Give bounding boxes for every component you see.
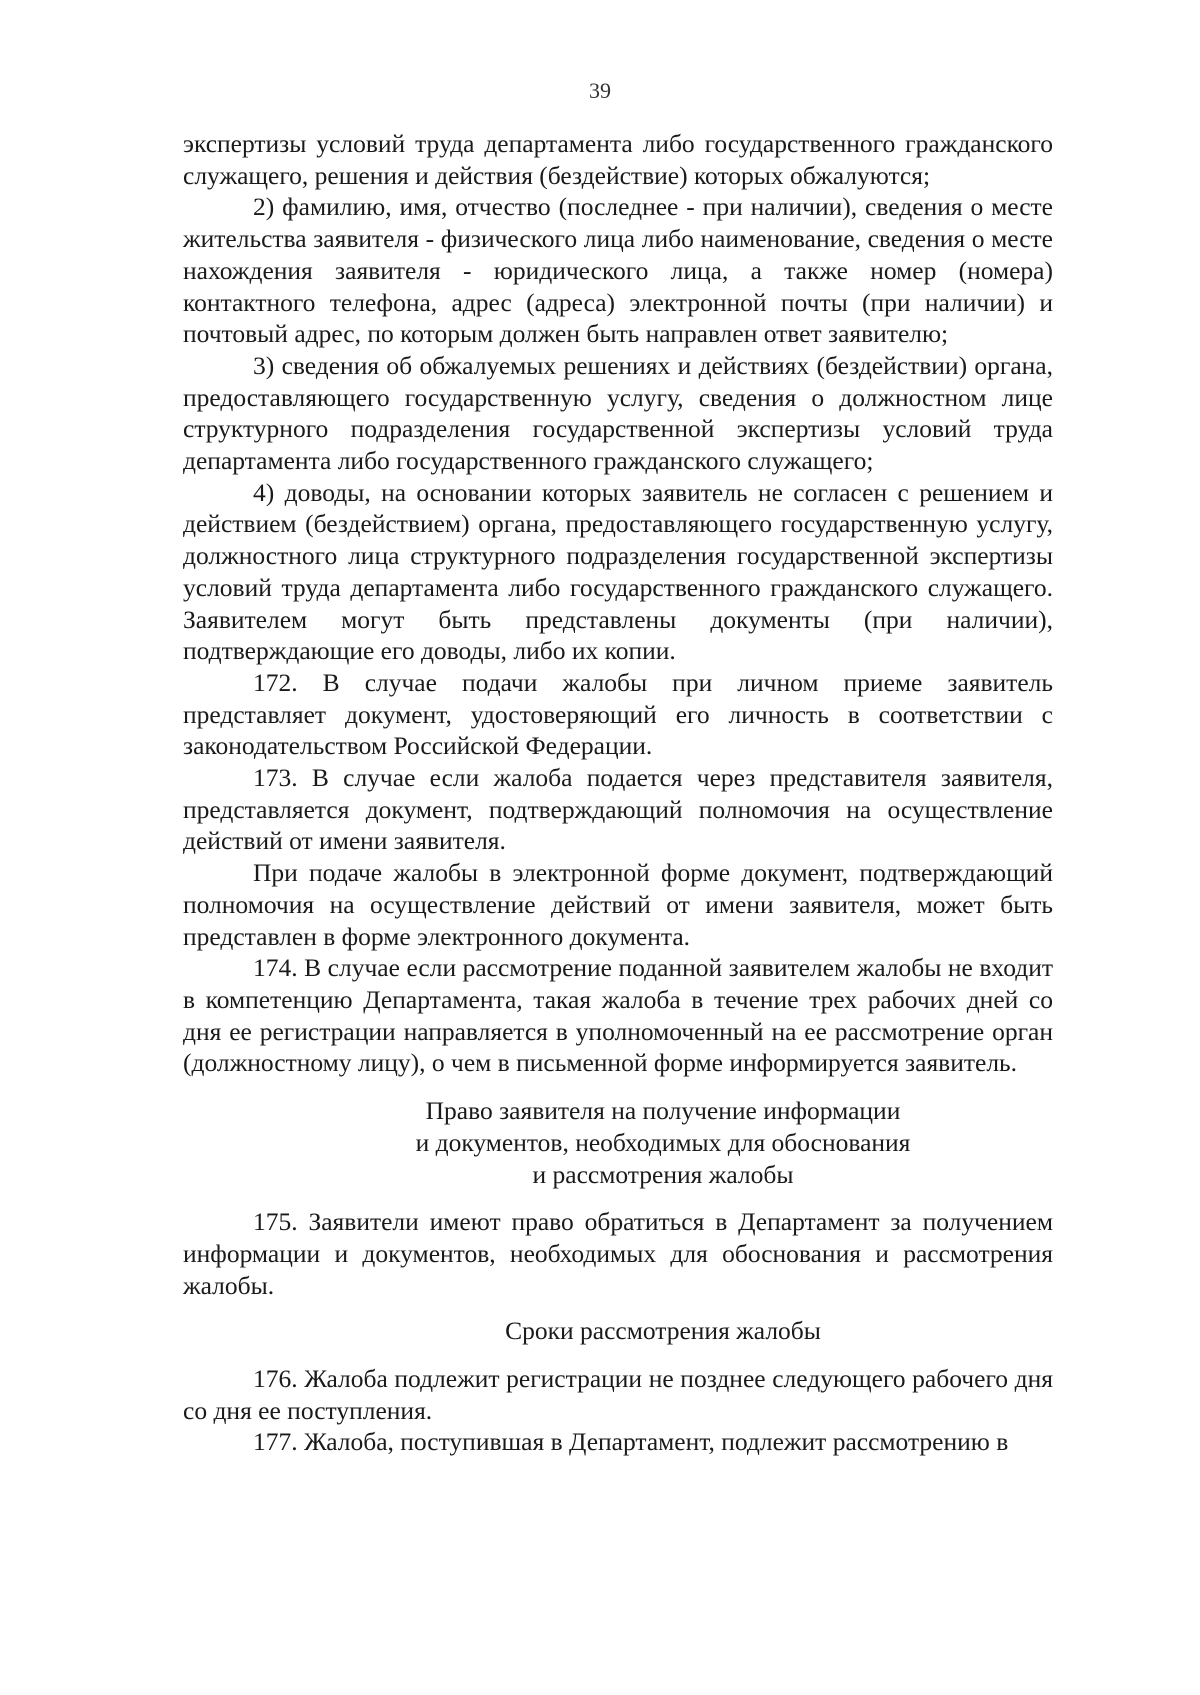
section-heading-review-terms: Сроки рассмотрения жалобы (505, 1316, 821, 1346)
paragraph-172: 172. В случае подачи жалобы при личном приеме заявитель представляет документ, удостоверяющий его личность в соответствии с законодательством Российской Федерации. (183, 667, 1053, 761)
paragraph-176: 176. Жалоба подлежит регистрации не позднее следующего рабочего дня со дня ее поступления. (183, 1364, 1053, 1425)
document-body (183, 128, 1053, 1458)
paragraph-item-2: 2) фамилию, имя, отчество (последнее - при наличии), сведения о месте жительства заявителя - физического лица либо наименование, сведения о месте нахождения заявителя - юридического лица, а также номер (номера) контактного телефона, адрес (адреса) электронной почты (при наличии) и почтовый адрес, по которым должен быть направлен ответ заявителю; (183, 192, 1053, 349)
heading-line: Право заявителя на получение информации (425, 1096, 901, 1126)
page-number: 39 (589, 78, 611, 103)
paragraph-175: 175. Заявители имеют право обратиться в Департамент за получением информации и документов, необходимых для обоснования и рассмотрения жалобы. (183, 1207, 1053, 1300)
paragraph-continuation: экспертизы условий труда департамента либо государственного гражданского служащего, решения и действия (бездействие) которых обжалуются; (183, 129, 1053, 190)
paragraph-electronic-form: При подаче жалобы в электронной форме документ, подтверждающий полномочия на осуществление действий от имени заявителя, может быть представлен в форме электронного документа. (183, 858, 1053, 951)
paragraph-173: 173. В случае если жалоба подается через представителя заявителя, представляется документ, подтверждающий полномочия на осуществление действий от имени заявителя. (183, 763, 1053, 856)
heading-line: и документов, необходимых для обоснования (415, 1127, 911, 1157)
paragraph-177: 177. Жалоба, поступившая в Департамент, подлежит рассмотрению в (253, 1427, 1009, 1457)
paragraph-item-4: 4) доводы, на основании которых заявитель не согласен с решением и действием (бездействием) органа, предоставляющего государственную услугу, должностного лица структурного подразделения государственной экспертизы условий труда департамента либо государственного гражданского служащего. Заявителем могут быть представлены документы (при наличии), подтверждающие его доводы, либо их копии. (183, 477, 1053, 666)
section-heading-right-to-information (183, 1095, 1053, 1190)
paragraph-item-3: 3) сведения об обжалуемых решениях и действиях (бездействии) органа, предоставляющего государственную услугу, сведения о должностном лице структурного подразделения государственной экспертизы условий труда департамента либо государственного гражданского служащего; (183, 350, 1053, 476)
heading-line: и рассмотрения жалобы (532, 1159, 794, 1189)
paragraph-174: 174. В случае если рассмотрение поданной заявителем жалобы не входит в компетенцию Департамента, такая жалоба в течение трех рабочих дней со дня ее регистрации направляется в уполномоченный на ее рассмотрение орган (должностному лицу), о чем в письменной форме информируется заявитель. (183, 953, 1053, 1078)
